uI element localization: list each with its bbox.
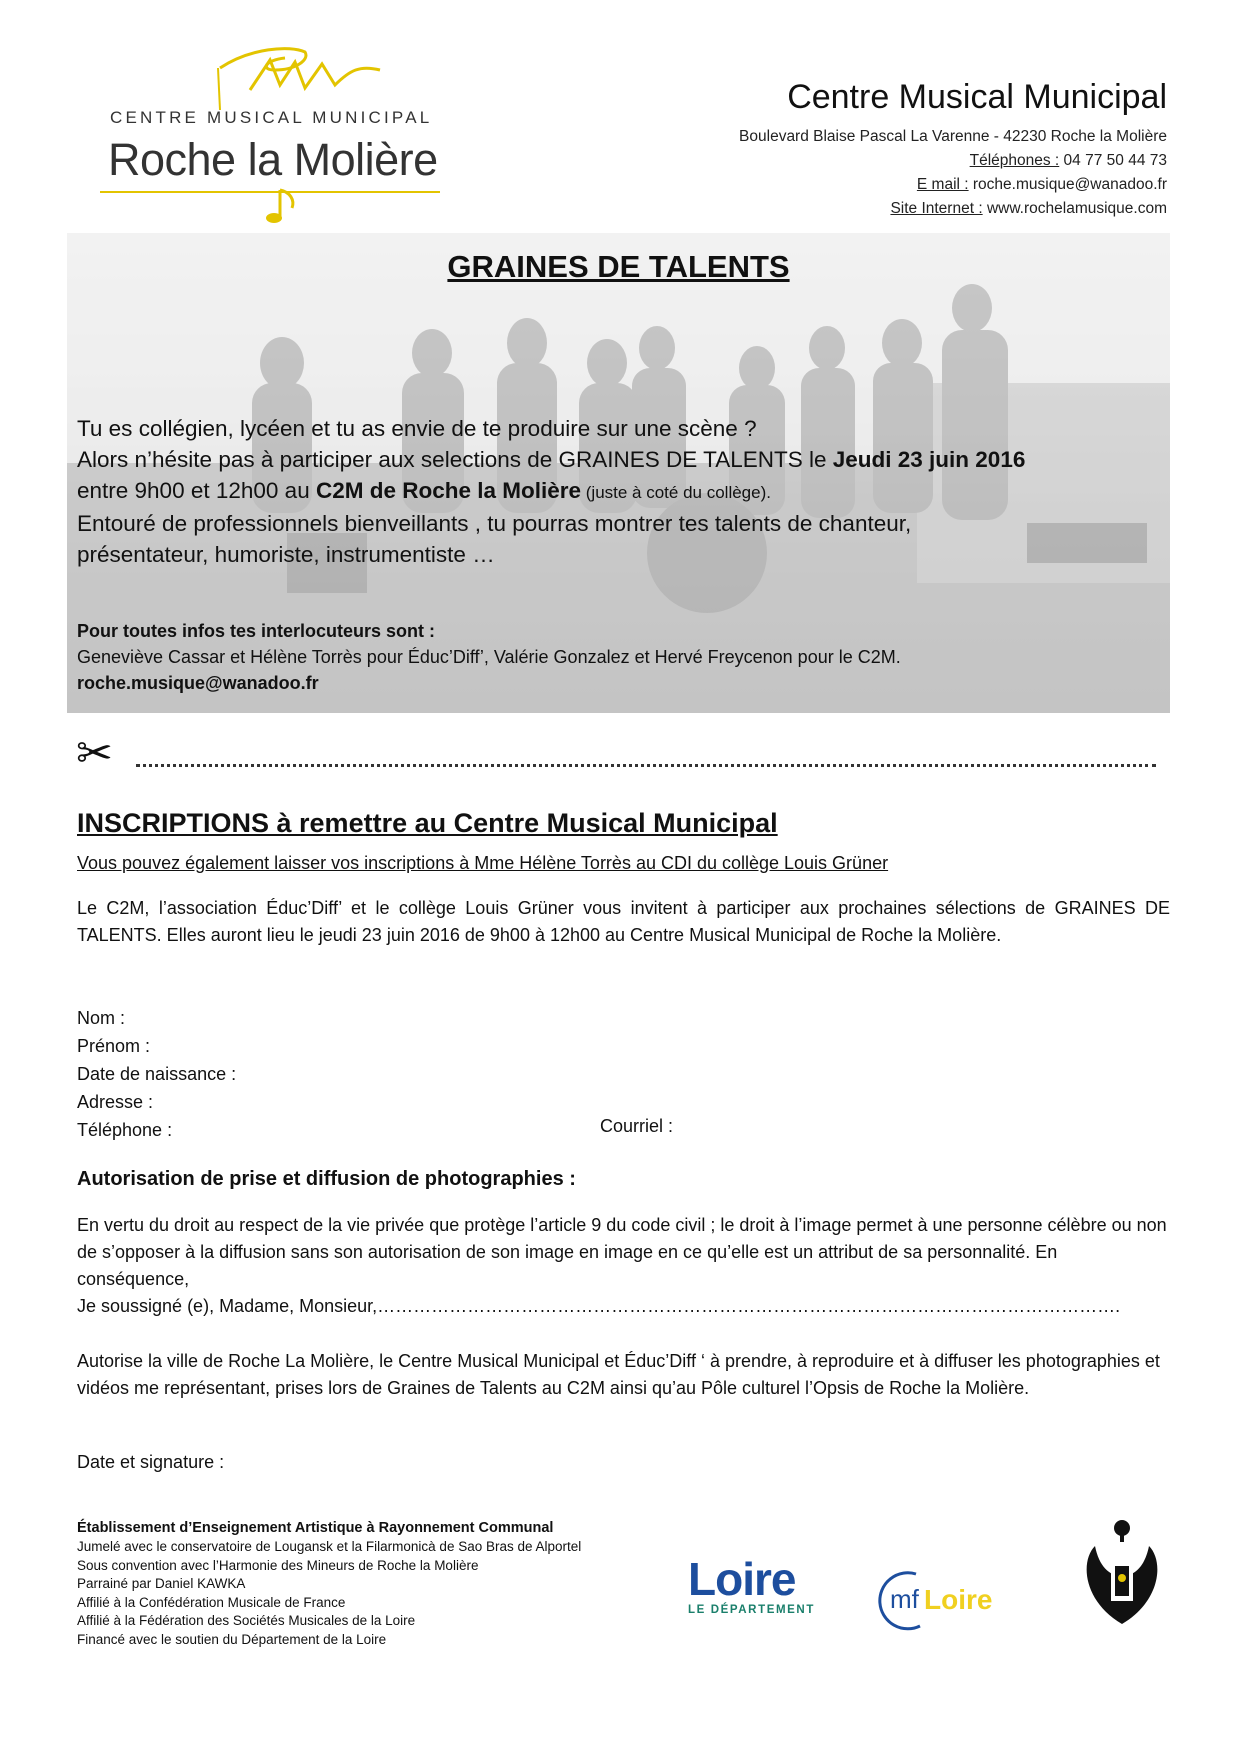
footer-line: Affilié à la Confédération Musicale de France [77, 1594, 346, 1610]
banner-line: entre 9h00 et 12h00 au C2M de Roche la Molière (juste à coté du collège). [77, 478, 771, 503]
banner [67, 233, 1170, 713]
contact-title: Pour toutes infos tes interlocuteurs sont : [77, 621, 436, 641]
field-adresse[interactable]: Adresse : [77, 1092, 154, 1112]
footer-line: Affilié à la Fédération des Sociétés Musicales de la Loire [77, 1613, 416, 1628]
org-address: Boulevard Blaise Pascal La Varenne - 42230 Roche la Molière [739, 128, 1167, 145]
footer [77, 1518, 677, 1649]
inscriptions-subtitle: Vous pouvez également laisser vos inscriptions à Mme Hélène Torrès au CDI du collège Louis Grüner [77, 853, 889, 873]
logo-title: Roche la Molière [108, 134, 438, 185]
field-nom[interactable]: Nom : [77, 1008, 126, 1028]
loire-sub: LE DÉPARTEMENT [688, 1604, 815, 1616]
field-courriel[interactable]: Courriel : [600, 1116, 674, 1136]
scissors-icon: ✂ [76, 729, 113, 778]
lyre-icon [1075, 1516, 1170, 1631]
inscriptions-title: INSCRIPTIONS à remettre au Centre Musical Municipal [77, 808, 778, 838]
footer-line: Jumelé avec le conservatoire de Lougansk et la Filarmonicà de Sao Bras de Alportel [77, 1539, 582, 1554]
contact-names: Geneviève Cassar et Hélène Torrès pour Éduc’Diff’, Valérie Gonzalez et Hervé Freycenon pour le C2M. [77, 647, 901, 667]
field-telephone[interactable]: Téléphone : [77, 1120, 173, 1140]
footer-title: Établissement d’Enseignement Artistique à Rayonnement Communal [77, 1520, 554, 1536]
footer-line: Financé avec le soutien du Département de la Loire [77, 1631, 387, 1647]
footer-line: Parrainé par Daniel KAWKA [77, 1576, 246, 1591]
mf-text: mf [890, 1584, 919, 1614]
banner-body [77, 413, 1167, 570]
dotted-line [136, 764, 1156, 767]
authorisation-consent: Autorise la ville de Roche La Molière, le Centre Musical Municipal et Éduc’Diff ‘ à prendre, à reproduire et à diffuser les photographies et vidéos me représentant, prises lors de Graines de Talents au C2M ainsi qu’au Pôle culturel l’Opsis de Roche la Molière. [77, 1351, 1160, 1398]
logo-clef-icon [100, 40, 500, 225]
authorisation-text [77, 1212, 1170, 1320]
org-name: Centre Musical Municipal [787, 78, 1167, 116]
signature-field[interactable]: Date et signature : [77, 1452, 225, 1472]
field-date-naissance[interactable]: Date de naissance : [77, 1064, 237, 1084]
invitation-text: Le C2M, l’association Éduc’Diff’ et le collège Louis Grüner vous invitent à participer aux prochaines sélections de GRAINES DE TALENTS. Elles auront lieu le jeudi 23 juin 2016 de 9h00 à 12h00 au Centre Musical Municipal de Roche la Molière. [77, 898, 1170, 945]
banner-line: présentateur, humoriste, instrumentiste … [77, 542, 495, 567]
field-prenom[interactable]: Prénom : [77, 1036, 151, 1056]
organization-info [739, 78, 1167, 221]
loire-departement-logo [688, 1553, 838, 1636]
mf-loire-logo [876, 1560, 1026, 1640]
banner-title: GRAINES DE TALENTS [447, 249, 790, 284]
banner-line: Entouré de professionnels bienveillants , tu pourras montrer tes talents de chanteur, [77, 511, 912, 536]
registration-form [77, 1004, 877, 1144]
contact-block [77, 618, 1167, 696]
loire-word: Loire [688, 1553, 796, 1605]
soussigne-line[interactable]: Je soussigné (e), Madame, Monsieur,……………………………………………………………………………………………………………. [77, 1296, 1121, 1316]
authorisation-paragraph: En vertu du droit au respect de la vie privée que protège l’article 9 du code civil ; le droit à l’image permet à une personne célèbre ou non de s’opposer à la diffusion sans son autorisation de son image en image en ce qu’elle est un attribut de sa personnalité. En conséquence, [77, 1215, 1167, 1289]
authorisation-title: Autorisation de prise et diffusion de photographies : [77, 1168, 576, 1190]
org-website: Site Internet : www.rochelamusique.com [890, 200, 1167, 217]
org-email: E mail : roche.musique@wanadoo.fr [916, 176, 1167, 193]
banner-line: Alors n’hésite pas à participer aux selections de GRAINES DE TALENTS le Jeudi 23 juin 2016 [77, 447, 1026, 472]
footer-line: Sous convention avec l’Harmonie des Mineurs de Roche la Molière [77, 1557, 479, 1573]
contact-email: roche.musique@wanadoo.fr [77, 673, 319, 693]
org-phone: Téléphones : 04 77 50 44 73 [969, 152, 1167, 169]
logo-subtitle: CENTRE MUSICAL MUNICIPAL [110, 108, 433, 127]
mf-loire-word: Loire [924, 1584, 993, 1615]
banner-line: Tu es collégien, lycéen et tu as envie de te produire sur une scène ? [77, 416, 757, 441]
cut-line [76, 729, 1156, 778]
